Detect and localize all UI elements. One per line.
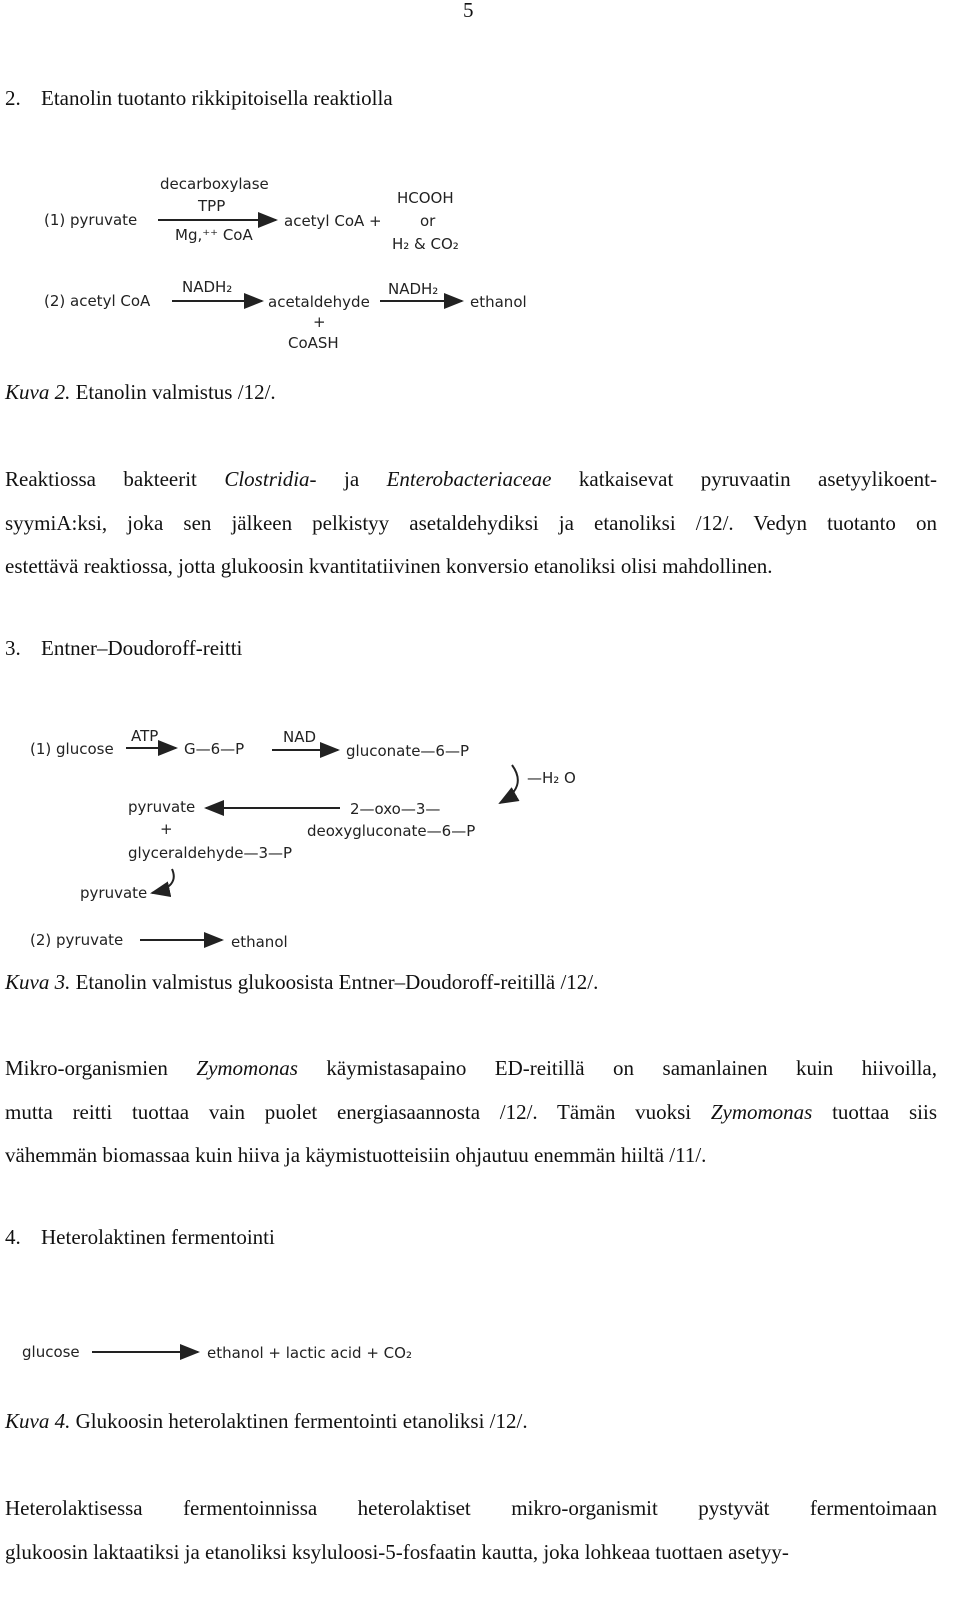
italic-term: Zymomonas: [196, 1056, 298, 1080]
paragraph-line: syymiA:ksi, joka sen jälkeen pelkistyy asetaldehydiksi ja etanoliksi /12/. Vedyn tuotanto on: [5, 510, 937, 535]
product-label: HCOOH: [397, 189, 454, 207]
paragraph-2: [5, 458, 937, 589]
section-number: 3.: [5, 636, 21, 660]
cofactor-label: NAD: [283, 728, 317, 746]
reaction-label: (2) pyruvate: [30, 931, 124, 949]
curved-arrow: [152, 869, 174, 893]
water-label: —H₂ O: [527, 769, 576, 787]
cofactor-label: NADH₂: [182, 278, 233, 296]
section-number: 2.: [5, 86, 21, 110]
caption-text: Glukoosin heterolaktinen fermentointi etanoliksi /12/.: [70, 1409, 528, 1433]
caption-label: Kuva 3.: [5, 970, 71, 994]
cofactor-label: TPP: [198, 197, 226, 215]
italic-term: Zymomonas: [710, 1099, 813, 1124]
paragraph-line: vähemmän biomassaa kuin hiiva ja käymistuotteisiin ohjautuu enemmän hiiltä /11/.: [5, 1143, 707, 1167]
cofactor-label: Mg,⁺⁺ CoA: [175, 226, 253, 244]
figure-caption-2: [5, 380, 276, 405]
product-label: H₂ & CO₂: [392, 235, 459, 253]
figure-caption-3: [5, 970, 598, 995]
plus-sign: +: [160, 820, 173, 838]
page-number: 5: [463, 0, 474, 22]
caption-label: Kuva 2.: [5, 380, 71, 404]
byproduct-label: CoASH: [288, 334, 339, 352]
caption-text: Etanolin valmistus /12/.: [70, 380, 276, 404]
caption-label: Kuva 4.: [5, 1409, 71, 1433]
reaction-scheme-2: [0, 170, 560, 360]
enzyme-label: decarboxylase: [160, 175, 269, 193]
intermediate-label: gluconate—6—P: [346, 742, 470, 760]
curved-arrow: [500, 765, 518, 803]
paragraph-line: Mikro-organismien Zymomonas käymistasapaino ED-reitillä on samanlainen kuin hiivoilla,: [5, 1056, 937, 1080]
product-label: ethanol: [470, 293, 527, 311]
figure-caption-4: [5, 1409, 528, 1434]
paragraph-line: estettävä reaktiossa, jotta glukoosin kvantitatiivinen konversio etanoliksi olisi mahdollinen.: [5, 554, 773, 578]
product-label: ethanol: [231, 933, 288, 951]
reactant-label: glucose: [22, 1343, 80, 1361]
reaction-scheme-4: [0, 1330, 460, 1380]
paragraph-line: Reaktiossa bakteerit Clostridia- ja Enterobacteriaceae katkaisevat pyruvaatin asetyylikoent-: [5, 467, 937, 491]
intermediate-label: acetaldehyde: [268, 293, 370, 311]
caption-text: Etanolin valmistus glukoosista Entner–Doudoroff-reitillä /12/.: [70, 970, 599, 994]
plus-sign: +: [313, 313, 326, 331]
reaction-label: (1) pyruvate: [44, 211, 138, 229]
paragraph-line: mutta reitti tuottaa vain puolet energiasaannosta /12/. Tämän vuoksi Zymomonas tuottaa siis: [5, 1099, 937, 1124]
section-number: 4.: [5, 1225, 21, 1249]
paragraph-line: glukoosin laktaatiksi ja etanoliksi ksyluloosi-5-fosfaatin kautta, joka lohkeaa tuottaen asetyy-: [5, 1539, 789, 1564]
product-label: pyruvate: [128, 798, 196, 816]
product-label: glyceraldehyde—3—P: [128, 844, 293, 862]
product-label: acetyl CoA +: [284, 212, 382, 230]
intermediate-label: deoxygluconate—6—P: [307, 822, 476, 840]
section-title: Entner–Doudoroff-reitti: [41, 636, 243, 660]
or-label: or: [420, 212, 436, 230]
section-title: Heterolaktinen fermentointi: [41, 1225, 275, 1249]
intermediate-label: G—6—P: [184, 740, 245, 758]
cofactor-label: ATP: [131, 727, 159, 745]
product-label: pyruvate: [80, 884, 148, 902]
intermediate-label: 2—oxo—3—: [350, 800, 441, 818]
section-title: Etanolin tuotanto rikkipitoisella reaktiolla: [41, 86, 393, 110]
section-heading-4: [5, 1225, 275, 1250]
cofactor-label: NADH₂: [388, 280, 439, 298]
italic-term: Enterobacteriaceae: [386, 467, 552, 491]
product-label: ethanol + lactic acid + CO₂: [207, 1344, 412, 1362]
reaction-scheme-3: [0, 715, 620, 965]
paragraph-4: [5, 1487, 937, 1574]
paragraph-3: [5, 1047, 937, 1178]
italic-term: Clostridia: [224, 467, 310, 491]
paragraph-line: Heterolaktisessa fermentoinnissa heterolaktiset mikro-organismit pystyvät fermentoimaan: [5, 1496, 937, 1520]
reaction-label: (2) acetyl CoA: [44, 292, 151, 310]
section-heading-2: [5, 86, 393, 111]
section-heading-3: [5, 636, 242, 661]
reaction-label: (1) glucose: [30, 740, 114, 758]
